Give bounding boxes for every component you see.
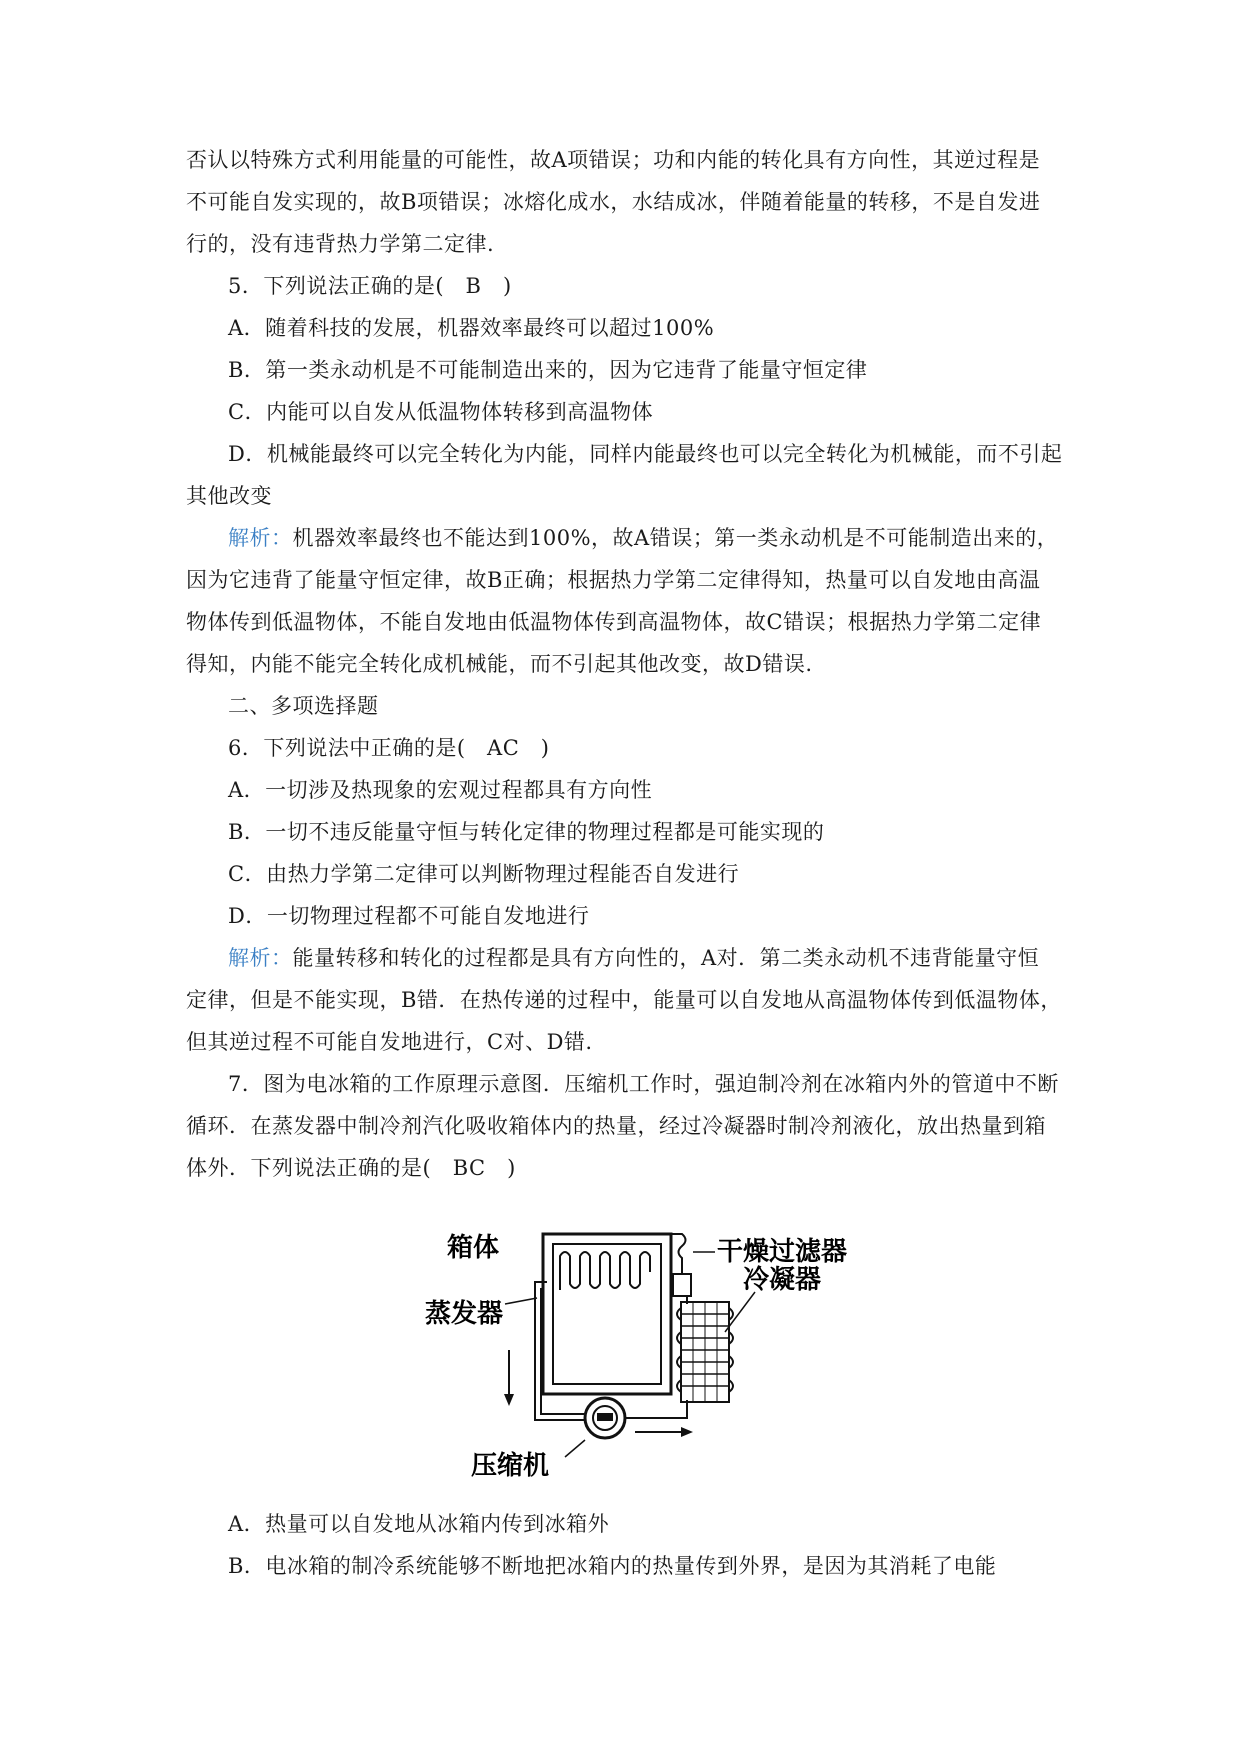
q6-option-d: D．一切物理过程都不可能自发地进行	[228, 904, 590, 928]
q5-analysis-line: 物体传到低温物体，不能自发地由低温物体传到高温物体，故C错误；根据热力学第二定律	[186, 610, 1042, 634]
pipe-to-condenser	[625, 1400, 687, 1418]
q7-stem: 7．图为电冰箱的工作原理示意图．压缩机工作时，强迫制冷剂在冰箱内外的管道中不断	[228, 1072, 1059, 1096]
q5-option-b: B．第一类永动机是不可能制造出来的，因为它违背了能量守恒定律	[228, 358, 868, 382]
q5-option-c: C．内能可以自发从低温物体转移到高温物体	[228, 400, 654, 424]
section-heading: 二、多项选择题	[228, 694, 379, 718]
q5-analysis-line: 得知，内能不能完全转化成机械能，而不引起其他改变，故D错误.	[186, 652, 813, 676]
condenser-coil	[677, 1302, 733, 1402]
refrigerator-diagram-svg	[425, 1222, 885, 1482]
q7-stem-line: 体外．下列说法正确的是( BC )	[186, 1156, 516, 1180]
q7-option-a: A．热量可以自发地从冰箱内传到冰箱外	[228, 1512, 610, 1536]
q5-analysis	[228, 524, 1058, 552]
q5-stem: 5．下列说法正确的是( B )	[228, 274, 512, 298]
box-body	[543, 1234, 671, 1394]
paragraph-line: 行的，没有违背热力学第二定律.	[186, 232, 495, 256]
analysis-text: 机器效率最终也不能达到100%，故A错误；第一类永动机是不可能制造出来的，	[292, 526, 1059, 550]
dryer-filter	[673, 1274, 691, 1296]
q6-stem: 6．下列说法中正确的是( AC )	[228, 736, 550, 760]
label-compressor: 压缩机	[471, 1451, 550, 1481]
q6-option-a: A．一切涉及热现象的宏观过程都具有方向性	[228, 778, 653, 802]
q5-analysis-line: 因为它违背了能量守恒定律，故B正确；根据热力学第二定律得知，热量可以自发地由高温	[186, 568, 1041, 592]
q5-option-a: A．随着科技的发展，机器效率最终可以超过100%	[228, 316, 715, 340]
q7-stem-line: 循环．在蒸发器中制冷剂汽化吸收箱体内的热量，经过冷凝器时制冷剂液化，放出热量到箱	[186, 1114, 1046, 1138]
label-condenser: 冷凝器	[743, 1265, 822, 1295]
paragraph-line: 否认以特殊方式利用能量的可能性，故A项错误；功和内能的转化具有方向性，其逆过程是	[186, 148, 1041, 172]
label-dryer: 干燥过滤器	[717, 1237, 848, 1267]
label-box: 箱体	[447, 1233, 500, 1263]
refrigerator-diagram	[425, 1222, 885, 1482]
analysis-text: 能量转移和转化的过程都是具有方向性的，A对．第二类永动机不违背能量守恒	[292, 946, 1040, 970]
evaporator-coil	[560, 1252, 650, 1290]
q7-option-b: B．电冰箱的制冷系统能够不断地把冰箱内的热量传到外界，是因为其消耗了电能	[228, 1554, 997, 1578]
q5-option-d: D．机械能最终可以完全转化为内能，同样内能最终也可以完全转化为机械能，而不引起	[228, 442, 1063, 466]
q6-analysis-line: 但其逆过程不可能自发地进行，C对、D错.	[186, 1030, 593, 1054]
q6-analysis-line: 定律，但是不能实现，B错．在热传递的过程中，能量可以自发地从高温物体传到低温物体，	[186, 988, 1062, 1012]
analysis-label: 解析：	[228, 946, 293, 970]
label-evaporator: 蒸发器	[425, 1299, 504, 1329]
q5-option-d-cont: 其他改变	[186, 484, 272, 508]
q6-option-c: C．由热力学第二定律可以判断物理过程能否自发进行	[228, 862, 740, 886]
paragraph-line: 不可能自发实现的，故B项错误；冰熔化成水，水结成冰，伴随着能量的转移，不是自发进	[186, 190, 1041, 214]
q6-analysis	[228, 944, 1039, 972]
analysis-label: 解析：	[228, 526, 293, 550]
q6-option-b: B．一切不违反能量守恒与转化定律的物理过程都是可能实现的	[228, 820, 825, 844]
